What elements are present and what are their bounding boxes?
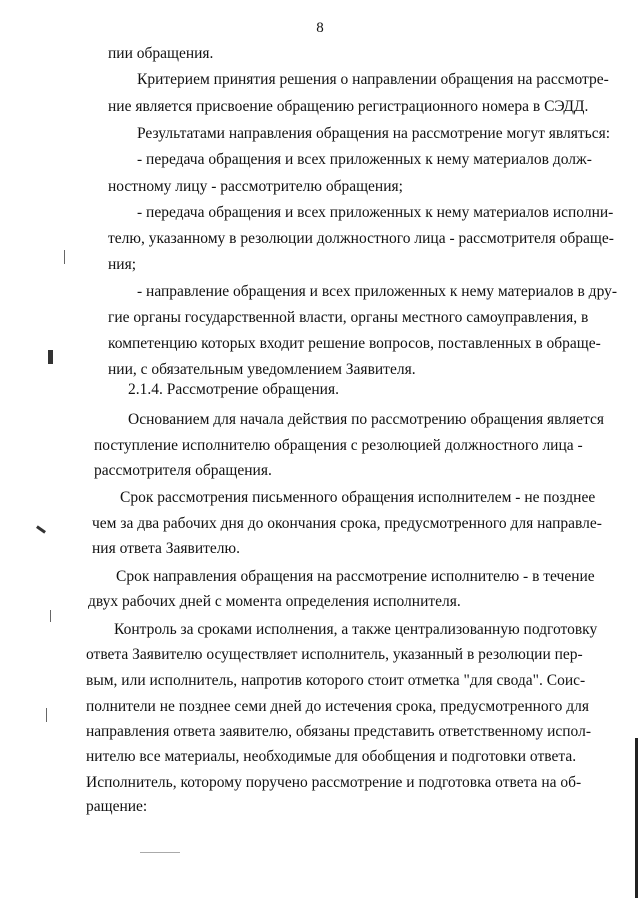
text-line: рассмотрителя обращения. [94,462,272,479]
text-line: Срок рассмотрения письменного обращения исполнителем - не позднее [120,489,596,506]
scan-speck [140,852,180,853]
text-line: - передача обращения и всех приложенных к нему материалов долж- [137,151,592,168]
text-line: пии обращения. [108,45,214,62]
text-line: нии, с обязательным уведомлением Заявителя. [108,361,416,378]
text-line: телю, указанному в резолюции должностного лица - рассмотрителя обраще- [108,230,614,247]
text-line: чем за два рабочих дня до окончания срока, предусмотренного для направле- [92,515,602,532]
text-line: Основанием для начала действия по рассмотрению обращения является [128,411,605,428]
text-line: - направление обращения и всех приложенных к нему материалов в дру- [137,283,618,300]
text-line: ния ответа Заявителю. [92,540,240,557]
scan-speck [64,250,65,264]
text-line: поступление исполнителю обращения с резолюцией должностного лица - [94,437,583,454]
text-line: ответа Заявителю осуществляет исполнитель, указанный в резолюции пер- [86,646,583,663]
text-line: Срок направления обращения на рассмотрение исполнителю - в течение [116,568,595,585]
text-line: направления ответа заявителю, обязаны представить ответственному испол- [86,723,591,740]
text-line: Исполнитель, которому поручено рассмотрение и подготовка ответа на об- [86,774,582,791]
text-line: ращение: [86,798,148,815]
text-line: Критерием принятия решения о направлении обращения на рассмотре- [137,71,609,88]
scan-speck [36,525,46,533]
text-line: ния; [108,256,137,273]
text-line: двух рабочих дней с момента определения исполнителя. [88,593,461,610]
text-line: ние является присвоение обращению регистрационного номера в СЭДД. [108,98,589,115]
text-line: - передача обращения и всех приложенных к нему материалов исполни- [137,204,614,221]
scan-speck [50,610,51,622]
text-line: полнители не позднее семи дней до истечения срока, предусмотренного для [86,698,590,715]
text-line: вым, или исполнитель, напротив которого стоит отметка "для свода". Соис- [86,672,586,689]
text-line: нителю все материалы, необходимые для обобщения и подготовки ответа. [86,748,577,765]
text-line: гие органы государственной власти, органы местного самоуправления, в [108,309,589,326]
text-line: Контроль за сроками исполнения, а также централизованную подготовку [114,621,598,638]
page-number: 8 [316,20,324,36]
text-line: ностному лицу - рассмотрителю обращения; [108,178,403,195]
scan-speck [46,708,47,722]
text-line: компетенцию которых входит решение вопросов, поставленных в обраще- [108,335,601,352]
section-heading: 2.1.4. Рассмотрение обращения. [128,381,339,398]
scan-edge-bar [635,738,638,898]
scan-speck [48,350,53,364]
text-line: Результатами направления обращения на рассмотрение могут являться: [137,125,611,142]
